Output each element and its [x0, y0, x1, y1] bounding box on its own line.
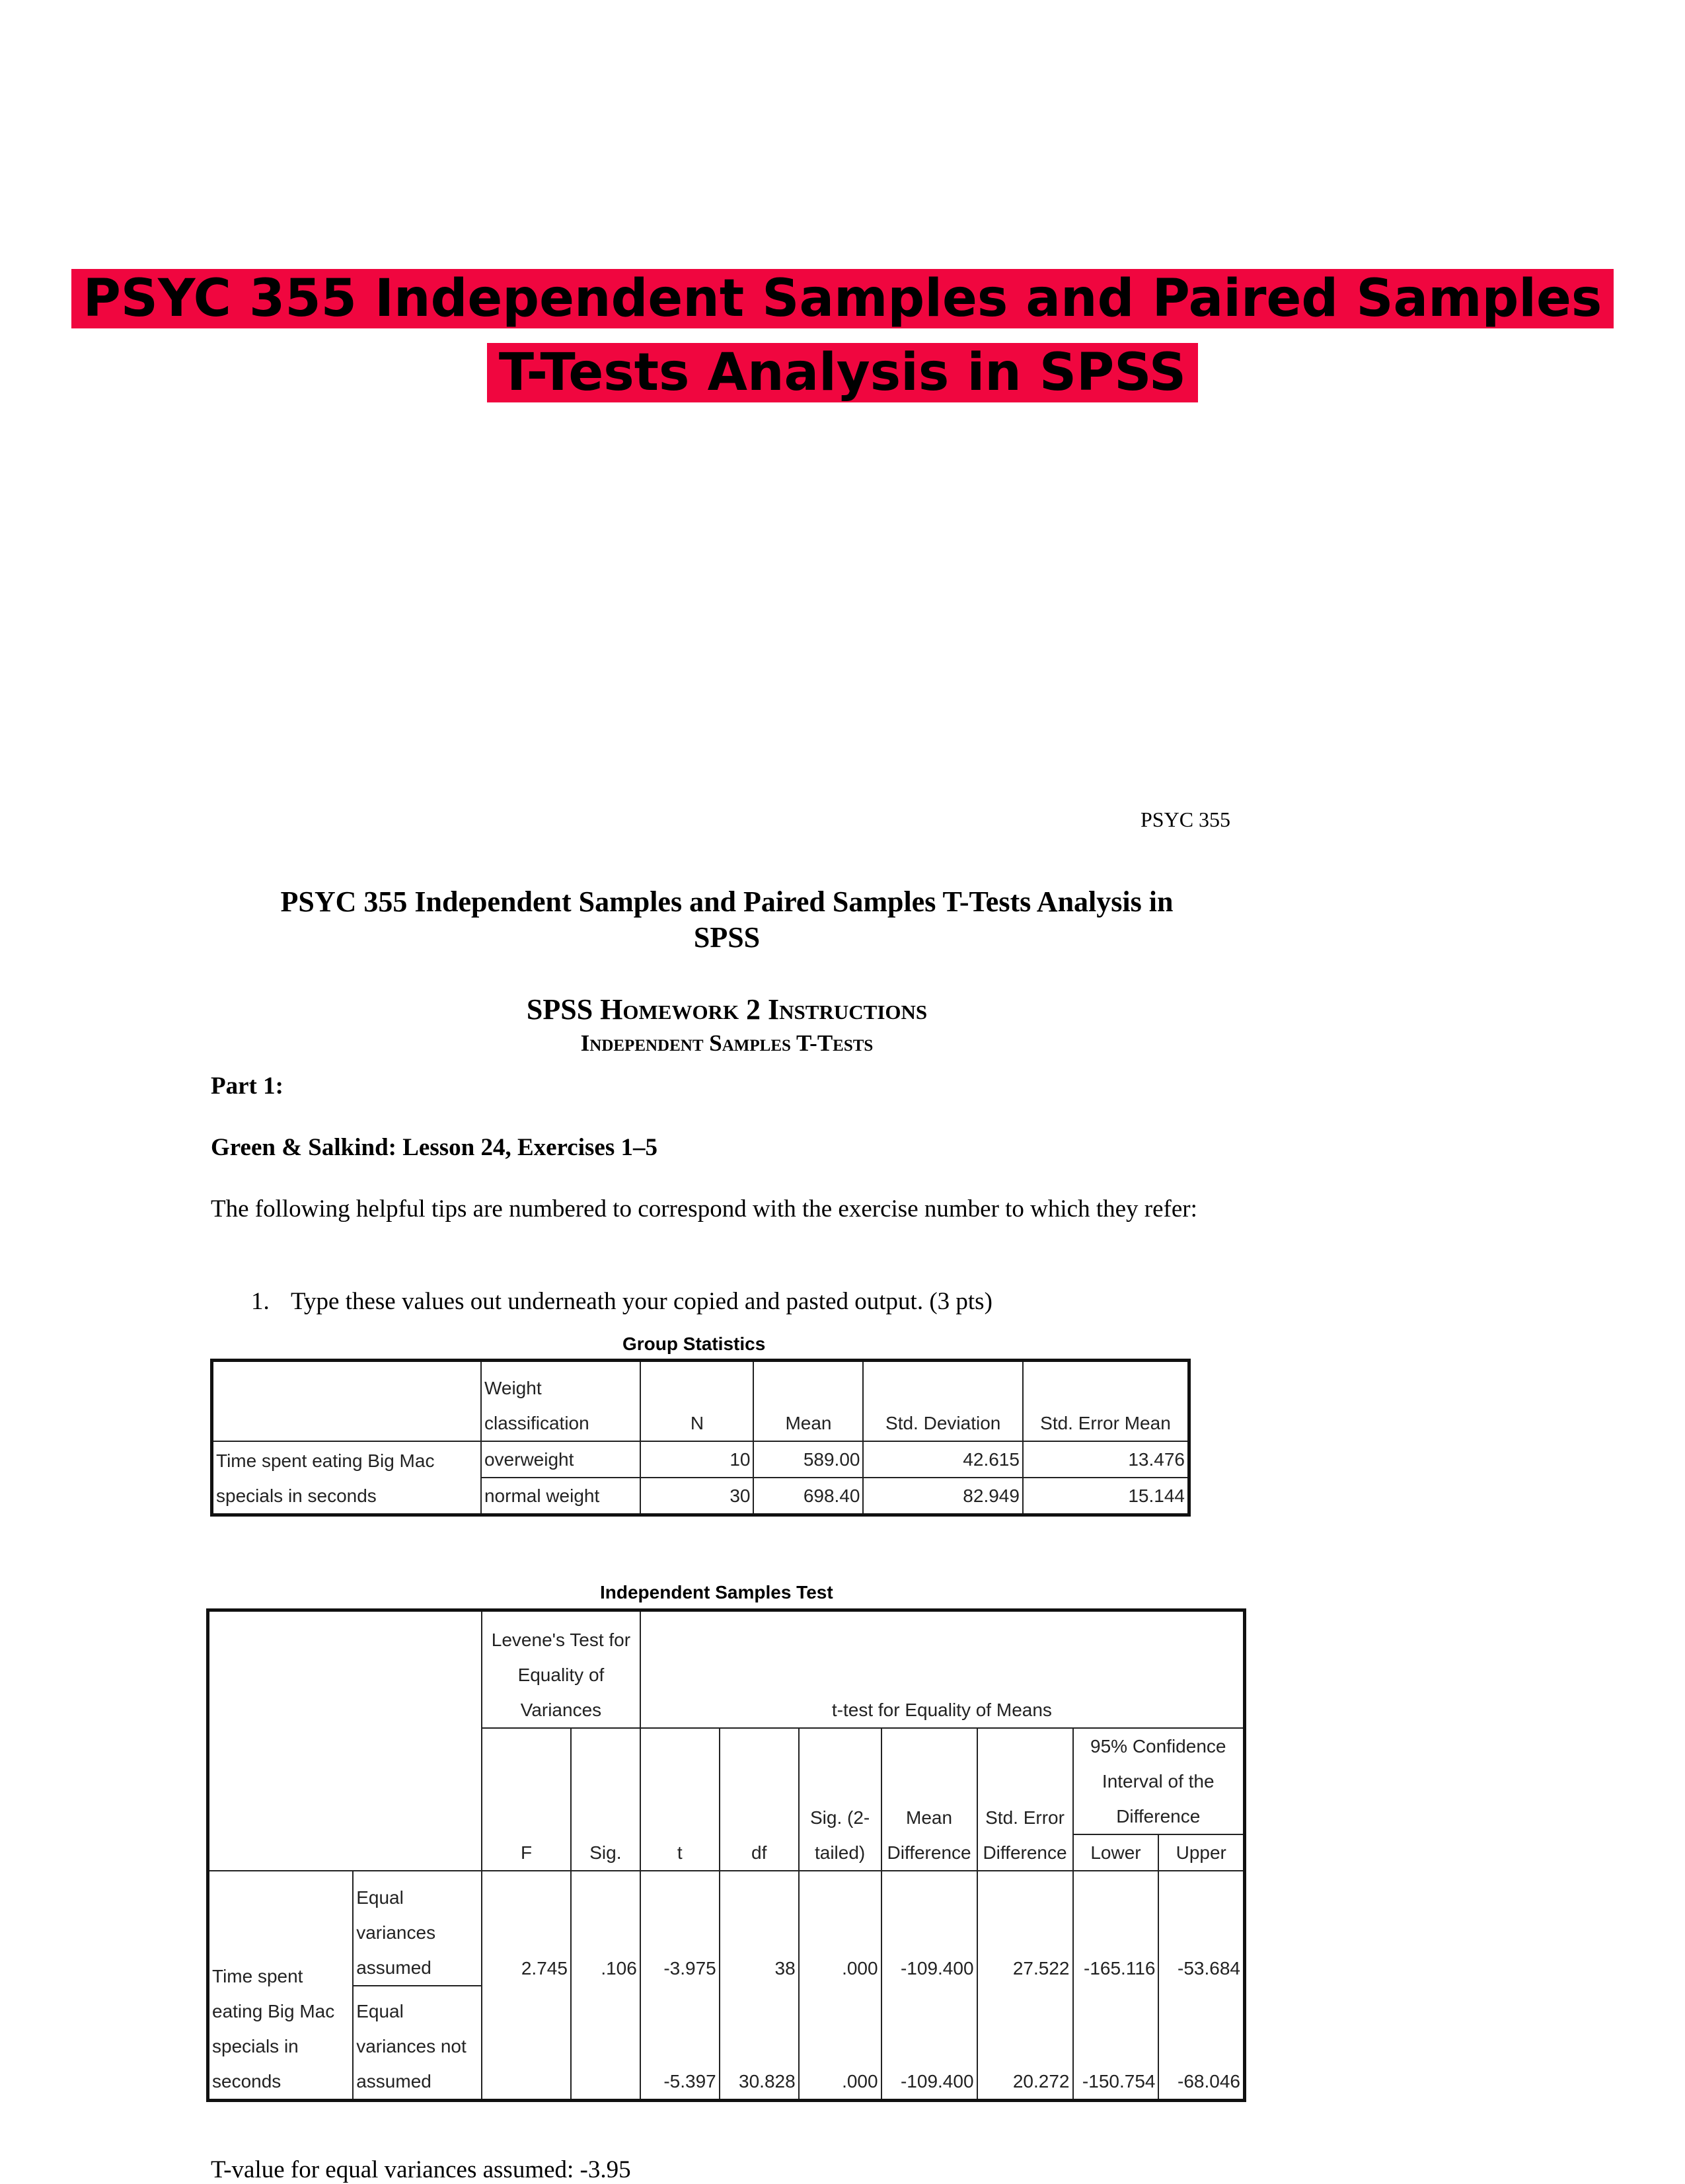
header-df: df [720, 1728, 799, 1871]
cell-sd: 42.615 [863, 1441, 1022, 1478]
banner-line-2: T-Tests Analysis in SPSS [487, 343, 1198, 402]
part-heading: Part 1: [211, 1073, 283, 1100]
cell-mean: 698.40 [753, 1478, 863, 1515]
cell-sd: 82.949 [863, 1478, 1022, 1515]
list-item [251, 1287, 992, 1316]
cell-sig: .106 [571, 1871, 640, 1986]
cell-group: overweight [481, 1441, 640, 1478]
header-lower: Lower [1073, 1834, 1159, 1871]
cell-std-error-difference: 20.272 [977, 1986, 1073, 2101]
header-weight: Weight classification [481, 1361, 640, 1441]
cell-std-error-difference: 27.522 [977, 1871, 1073, 1986]
cell-sig-2-tailed: .000 [799, 1871, 881, 1986]
row-label: Time spent eating Big Mac specials in seconds [212, 1441, 481, 1515]
cell-upper: -68.046 [1158, 1986, 1244, 2101]
running-head: PSYC 355 [1141, 808, 1231, 831]
cell-t: -3.975 [640, 1871, 720, 1986]
cell-f [482, 1986, 571, 2101]
header-levene: Levene's Test for Equality of Variances [482, 1610, 640, 1728]
list-item-text: Type these values out underneath your copied and pasted output. (3 pts) [291, 1288, 992, 1315]
header-std-error-difference: Std. Error Difference [977, 1728, 1073, 1871]
cell-upper: -53.684 [1158, 1871, 1244, 1986]
page-title [225, 884, 1229, 956]
instructions-title: SPSS Homework 2 Instructions [526, 993, 928, 1026]
cell-n: 10 [640, 1441, 753, 1478]
cell-lower: -165.116 [1073, 1871, 1159, 1986]
header-std-error-mean: Std. Error Mean [1023, 1361, 1189, 1441]
document-banner [0, 262, 1685, 410]
cell-se: 15.144 [1023, 1478, 1189, 1515]
group-statistics-caption: Group Statistics [622, 1334, 766, 1354]
independent-samples-caption: Independent Samples Test [600, 1582, 833, 1602]
cell-group: normal weight [481, 1478, 640, 1515]
cell-mean: 589.00 [753, 1441, 863, 1478]
lesson-heading: Green & Salkind: Lesson 24, Exercises 1–5 [211, 1134, 657, 1161]
header-t: t [640, 1728, 720, 1871]
header-sig: Sig. [571, 1728, 640, 1871]
header-sig-2-tailed: Sig. (2-tailed) [799, 1728, 881, 1871]
cell-t: -5.397 [640, 1986, 720, 2101]
cell-df: 38 [720, 1871, 799, 1986]
cell-variance-label: Equal variances not assumed [353, 1986, 482, 2101]
cell-variance-label: Equal variances assumed [353, 1871, 482, 1986]
table-row [208, 1986, 1245, 2101]
table-header-row [208, 1610, 1245, 1728]
header-std-deviation: Std. Deviation [863, 1361, 1022, 1441]
header-empty-cell [208, 1610, 482, 1871]
cell-n: 30 [640, 1478, 753, 1515]
cell-mean-difference: -109.400 [881, 1986, 977, 2101]
instructions-subtitle: Independent Samples T-Tests [580, 1030, 874, 1056]
cell-sig-2-tailed: .000 [799, 1986, 881, 2101]
header-mean-difference: Mean Difference [881, 1728, 977, 1871]
table-row [212, 1441, 1189, 1478]
intro-paragraph: The following helpful tips are numbered to correspond with the exercise number to which they refer: [211, 1195, 1197, 1223]
cell-f: 2.745 [482, 1871, 571, 1986]
t-value-line: T-value for equal variances assumed: -3.95 [211, 2156, 631, 2183]
group-statistics-table [210, 1359, 1191, 1517]
cell-lower: -150.754 [1073, 1986, 1159, 2101]
cell-se: 13.476 [1023, 1441, 1189, 1478]
cell-mean-difference: -109.400 [881, 1871, 977, 1986]
page-title-line-1: PSYC 355 Independent Samples and Paired Samples T-Tests Analysis in [280, 885, 1174, 918]
header-mean: Mean [753, 1361, 863, 1441]
independent-samples-table [206, 1608, 1246, 2102]
header-n: N [640, 1361, 753, 1441]
cell-df: 30.828 [720, 1986, 799, 2101]
table-row [208, 1871, 1245, 1986]
header-t-test: t-test for Equality of Means [640, 1610, 1245, 1728]
row-label: Time spent eating Big Mac specials in seconds [208, 1871, 354, 2101]
header-upper: Upper [1158, 1834, 1244, 1871]
header-confidence-interval: 95% Confidence Interval of the Difference [1073, 1728, 1245, 1834]
header-f: F [482, 1728, 571, 1871]
header-empty-cell [212, 1361, 481, 1441]
banner-line-1: PSYC 355 Independent Samples and Paired Samples [71, 269, 1614, 328]
list-item-number: 1. [251, 1288, 270, 1315]
page-title-line-2: SPSS [693, 921, 761, 954]
cell-sig [571, 1986, 640, 2101]
table-header-row [212, 1361, 1189, 1441]
